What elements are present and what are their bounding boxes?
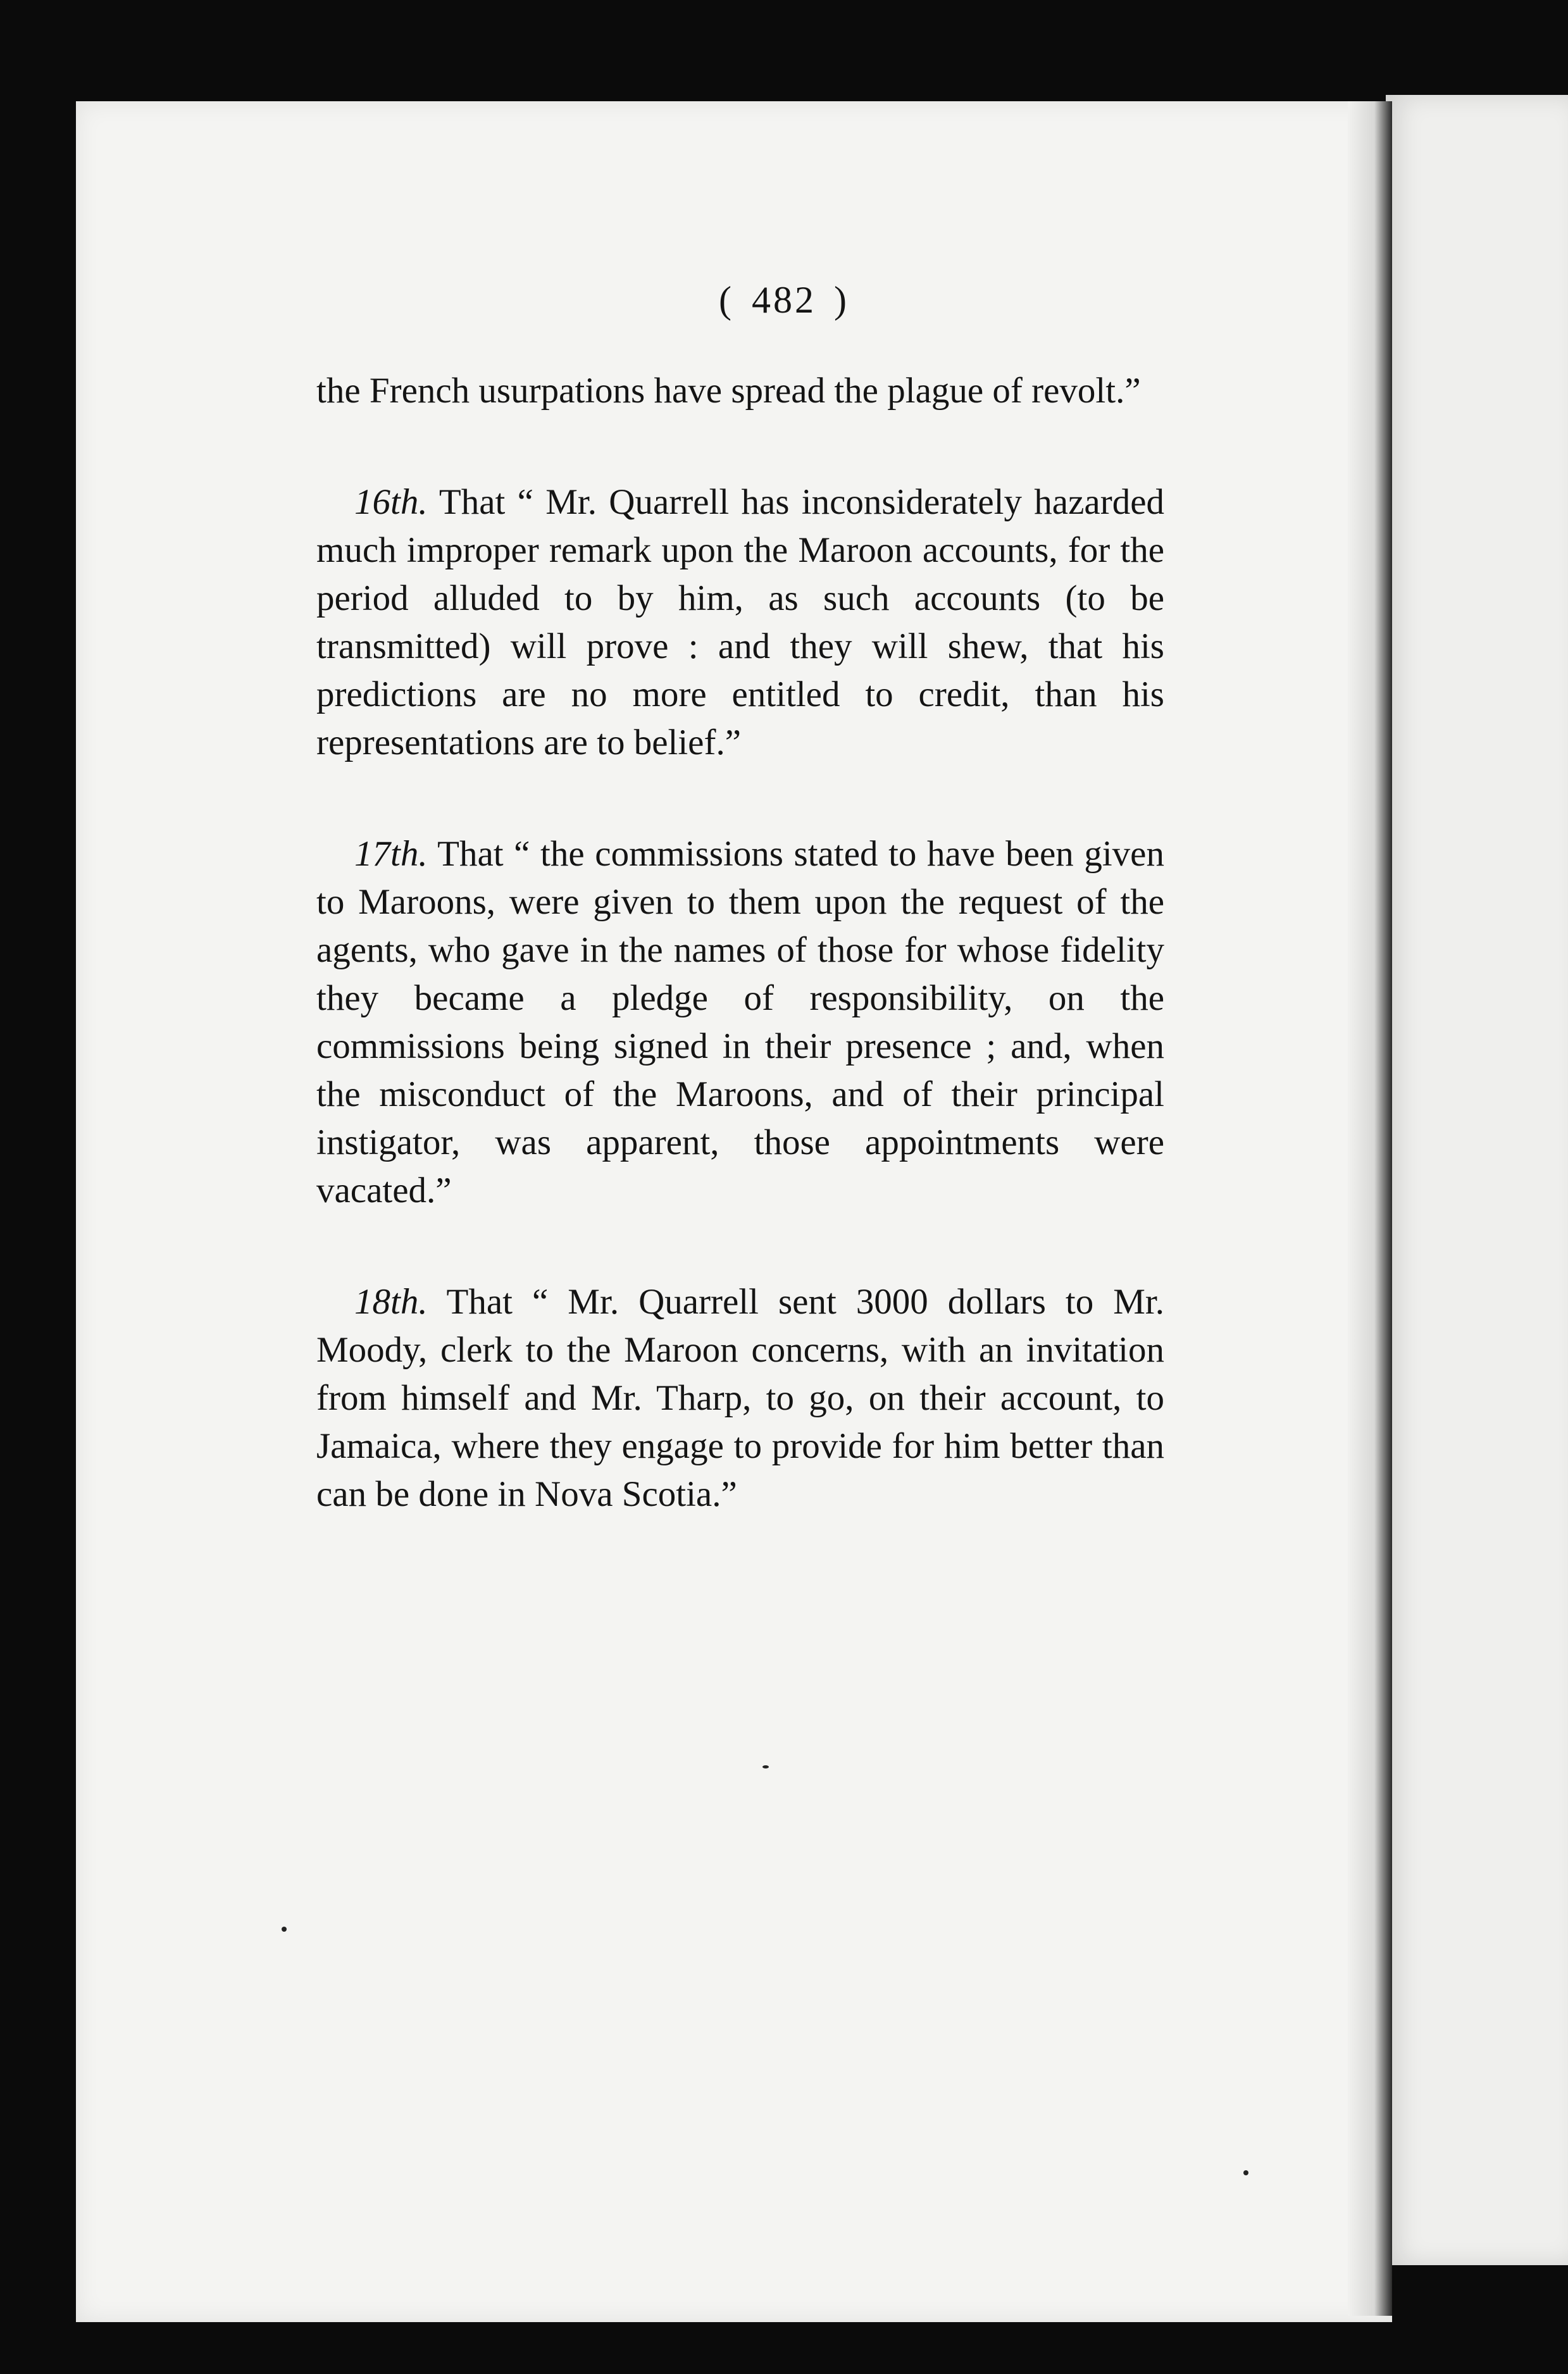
paragraph-marker: 16th. [354,482,428,522]
header-paren-open: ( [719,279,734,321]
paragraph-marker: 17th. [354,834,428,874]
paragraph-16th [316,478,1164,767]
facing-page [1386,95,1568,2265]
ink-speck [282,1927,287,1932]
paragraph-text: That “ Mr. Quarrell has inconsiderately hazarded much improper remark upon the Maroon accounts, for the period alluded to by him, as such accounts (to be transmitted) will prove : and they will shew, that his predictions are no more entitled to credit, than his representations are to belief.” [316,482,1164,762]
paragraph-text: the French usurpations have spread the plague of revolt.” [316,371,1141,411]
paragraph-17th [316,830,1164,1215]
paragraph-18th [316,1278,1164,1519]
page-number: 482 [752,279,816,321]
paragraph-text: That “ the commissions stated to have been given to Maroons, were given to them upon the request of the agents, who gave in the names of those for whose fidelity they became a pledge of responsibility, on the commissions being signed in their presence ; and, when the misconduct of the Maroons, and of their principal instigator, was apparent, those appointments were vacated.” [316,834,1164,1210]
header-paren-close: ) [834,279,849,321]
page-header [0,278,1568,322]
paragraph-text: That “ Mr. Quarrell sent 3000 dollars to Mr. Moody, clerk to the Maroon concerns, with an invitation from himself and Mr. Tharp, to go, on their account, to Jamaica, where they engage to provide for him better than can be done in Nova Scotia.” [316,1282,1164,1514]
paragraph-marker: 18th. [354,1282,428,1322]
page-gutter [1348,101,1392,2316]
paragraph-continuation [316,367,1164,415]
ink-speck [1243,2170,1248,2175]
body-text [316,367,1164,1519]
ink-speck [762,1765,769,1768]
